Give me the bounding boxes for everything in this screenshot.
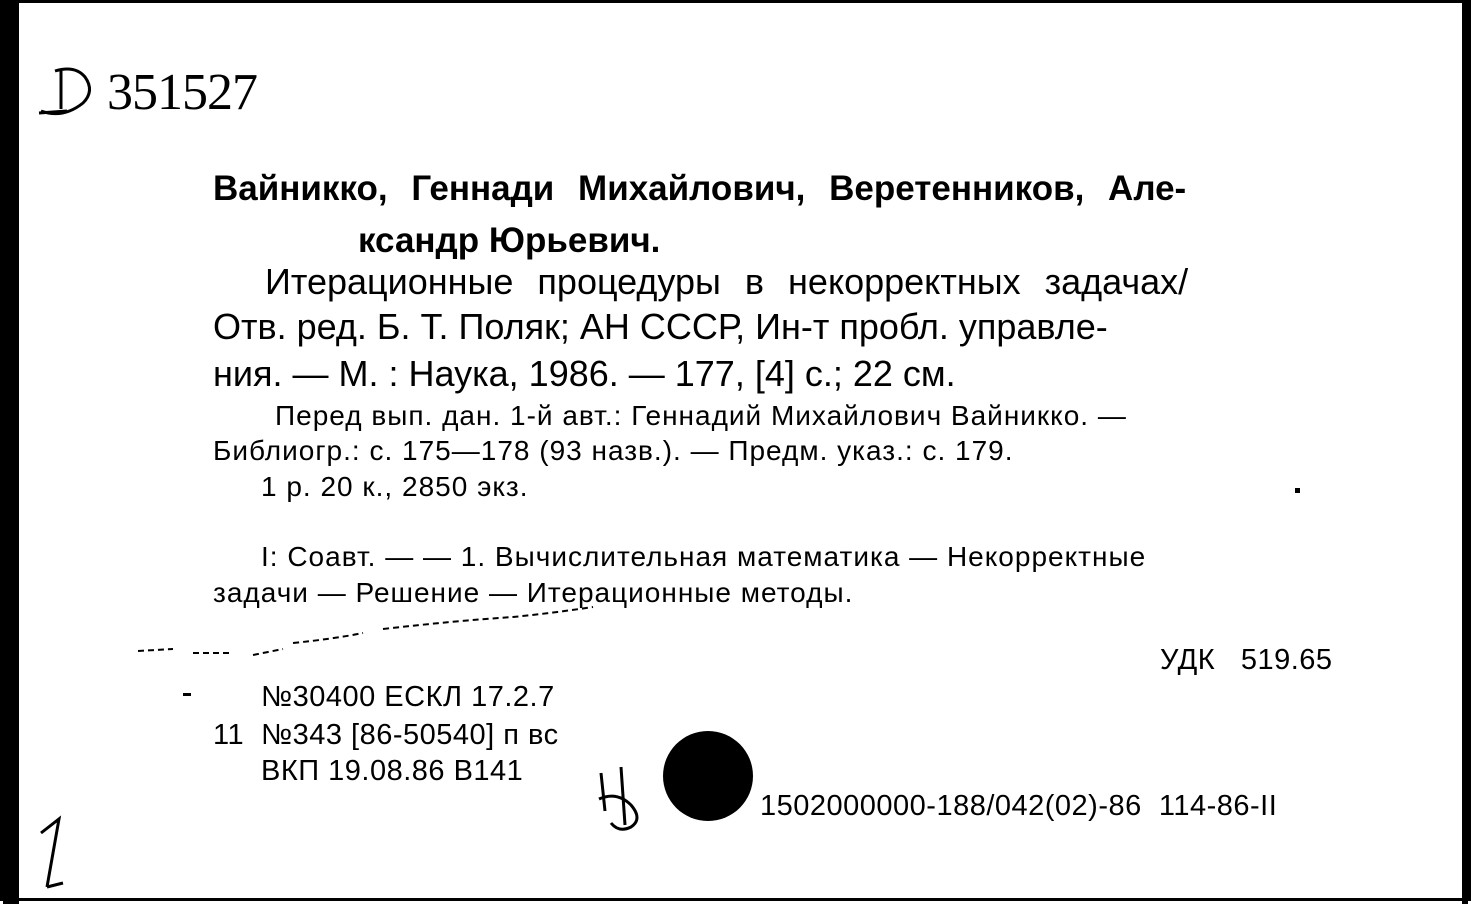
authors-line-2: ксандр Юрьевич.: [358, 221, 661, 260]
bottom-code: 1502000000-188/042(02)-86 114-86-II: [760, 790, 1278, 822]
hand-drawn-separator: [133, 603, 693, 673]
handwritten-mark: [591, 763, 651, 843]
card-left-edge: [3, 3, 19, 904]
notes-line-1: Перед вып. дан. 1-й авт.: Геннадий Михайлович Вайникко. —: [275, 400, 1127, 431]
subjects-line-2: задачи — Решение — Итерационные методы.: [213, 577, 854, 608]
card-id-number: 351527: [107, 64, 257, 121]
speck-mark: [1295, 488, 1300, 493]
card-right-edge: [1462, 3, 1468, 904]
code-line-2-prefix: 11: [213, 719, 245, 751]
title-line-1: Итерационные процедуры в некорректных задачах/: [265, 261, 1189, 302]
title-line-2: Отв. ред. Б. Т. Поляк; АН СССР, Ин-т пробл. управле-: [213, 306, 1108, 347]
subjects-line-1: I: Соавт. — — 1. Вычислительная математика — Некорректные: [261, 541, 1147, 572]
library-stamp-icon: [33, 63, 103, 123]
black-dot: [663, 731, 753, 821]
authors-line-1: Вайникко, Геннади Михайлович, Веретенников, Але-: [213, 169, 1187, 208]
title-line-3: ния. — М. : Наука, 1986. — 177, [4] с.; 22 см.: [213, 353, 956, 394]
dash-mark: [183, 693, 191, 696]
code-line-3: ВКП 19.08.86 В141: [261, 755, 524, 787]
code-line-1: №30400 ЕСКЛ 17.2.7: [261, 681, 555, 713]
udk-label: УДК 519.65: [1160, 644, 1333, 676]
code-line-2: №343 [86-50540] п вс: [261, 719, 559, 751]
notes-line-2: Библиогр.: с. 175—178 (93 назв.). — Предм. указ.: с. 179.: [213, 435, 1014, 466]
handwritten-number: [33, 813, 83, 893]
price-line: 1 р. 20 к., 2850 экз.: [261, 471, 529, 502]
